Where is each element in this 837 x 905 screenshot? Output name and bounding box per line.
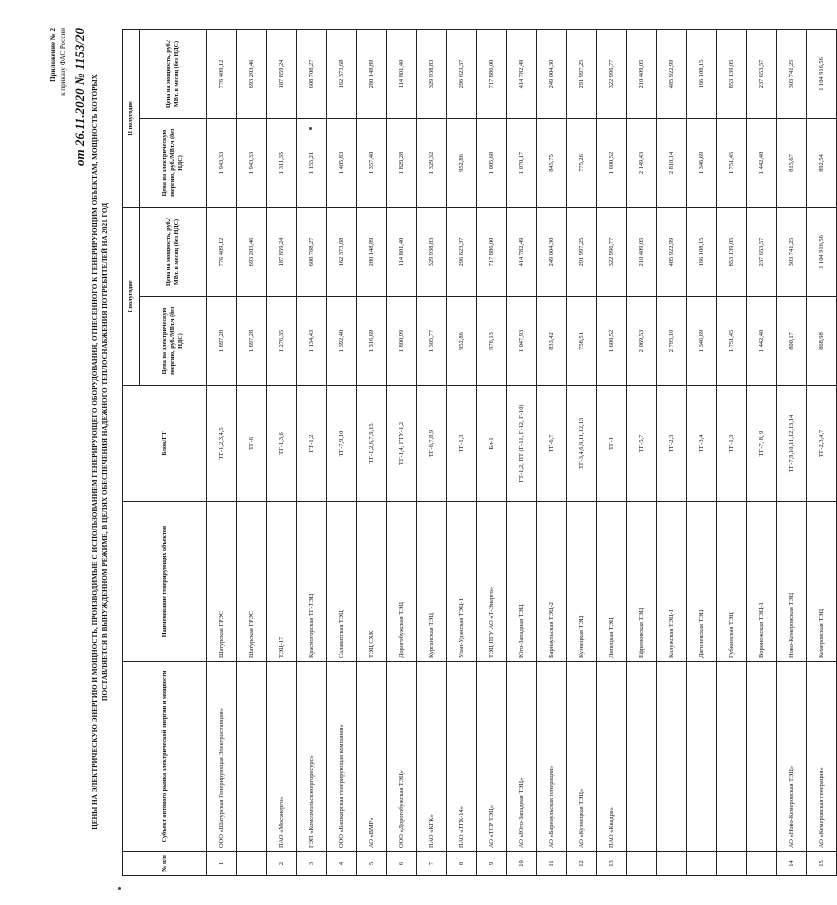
- row-energy-price-h1: 868,98: [807, 297, 837, 386]
- row-number: 7: [417, 852, 447, 876]
- row-capacity-price-h1: 853 139,05: [717, 207, 747, 296]
- table-row: [297, 29, 327, 875]
- row-object: Дорогобужская ТЭЦ: [387, 502, 417, 662]
- row-number: 12: [567, 852, 597, 876]
- row-energy-price-h2: 1 442,40: [747, 118, 777, 207]
- row-capacity-price-h2: 414 782,49: [507, 29, 537, 118]
- row-capacity-price-h1: 1 104 916,56: [807, 207, 837, 296]
- row-energy-price-h2: 1 751,45: [717, 118, 747, 207]
- price-table: [122, 29, 837, 876]
- row-energy-price-h2: 1 005,68: [477, 118, 507, 207]
- row-units: ТГ-6,7: [537, 386, 567, 502]
- row-energy-price-h2: 1 829,28: [387, 118, 417, 207]
- row-object: ТЭЦ СХК: [357, 502, 387, 662]
- table-row: [657, 29, 687, 875]
- row-number: [657, 852, 687, 876]
- row-units: ТГ-6: [237, 386, 267, 502]
- row-energy-price-h1: 1 316,69: [357, 297, 387, 386]
- row-capacity-price-h2: 166 108,15: [687, 29, 717, 118]
- row-energy-price-h2: 1 405,83: [327, 118, 357, 207]
- row-energy-price-h1: 1 442,40: [747, 297, 777, 386]
- row-capacity-price-h1: 291 997,25: [567, 207, 597, 296]
- row-energy-price-h1: 1 134,43: [297, 297, 327, 386]
- row-capacity-price-h1: 237 653,57: [747, 207, 777, 296]
- row-number: [627, 852, 657, 876]
- row-capacity-price-h2: 303 741,25: [777, 29, 807, 118]
- row-object: Улан-Удэнская ТЭЦ-1: [447, 502, 477, 662]
- row-object: Барнаульская ТЭЦ-2: [537, 502, 567, 662]
- row-capacity-price-h1: 776 409,12: [207, 207, 237, 296]
- row-subject: ООО «Шатурская Генерирующая Электростанция»: [207, 662, 237, 852]
- row-energy-price-h1: 1 600,52: [597, 297, 627, 386]
- table-row: [327, 29, 357, 875]
- row-energy-price-h1: 1 751,45: [717, 297, 747, 386]
- row-subject: АО «Ново-Кемеровская ТЭЦ»: [777, 662, 807, 852]
- row-energy-price-h2: 815,67: [777, 118, 807, 207]
- row-units: ТГ-1,2,6,7,9,15: [357, 386, 387, 502]
- row-energy-price-h1: 952,86: [447, 297, 477, 386]
- row-units: ТГ-1,3: [717, 386, 747, 502]
- row-number: 13: [597, 852, 627, 876]
- document-title: ЦЕНЫ НА ЭЛЕКТРИЧЕСКУЮ ЭНЕРГИЮ И МОЩНОСТЬ, ПРОИЗВОДИМЫЕ С ИСПОЛЬЗОВАНИЕМ ГЕНЕРИРУЮЩЕГО ОБОРУДОВАНИЯ, ОТНЕСЕННОГО К ГЕНЕРИРУЮЩИМ ОБЪЕКТАМ, МОЩНОСТЬ КОТОРЫХ ПОСТАВЛЯЕТСЯ В ВЫНУЖДЕННОМ РЕЖИМЕ, В ЦЕЛЯХ ОБЕСПЕЧЕНИЯ НАДЕЖНОГО ТЕПЛОСНАБЖЕНИЯ ПОТРЕБИТЕЛЕЙ НА 2021 ГОД: [91, 74, 109, 830]
- row-capacity-price-h2: 717 886,00: [477, 29, 507, 118]
- col-header-energy-price-h2: Цена на электрическую энергию, руб./МВт.ч (без НДС): [140, 118, 207, 207]
- row-energy-price-h2: 2 149,43: [627, 118, 657, 207]
- row-energy-price-h2: 892,54: [807, 118, 837, 207]
- row-number: 14: [777, 852, 807, 876]
- row-subject: АО «ТСР ТЭЦ»: [477, 662, 507, 852]
- row-energy-price-h1: 758,51: [567, 297, 597, 386]
- row-energy-price-h1: 976,13: [477, 297, 507, 386]
- row-energy-price-h1: 1 276,35: [267, 297, 297, 386]
- row-capacity-price-h2: 114 801,40: [387, 29, 417, 118]
- row-energy-price-h2: 2 810,14: [657, 118, 687, 207]
- col-header-half2: II полугодие: [123, 29, 140, 207]
- row-number: 9: [477, 852, 507, 876]
- row-capacity-price-h2: 162 373,68: [327, 29, 357, 118]
- row-capacity-price-h1: 329 938,83: [417, 207, 447, 296]
- row-subject: ПАО «Квадра»: [597, 662, 627, 852]
- row-units: ТГ-2,3,4,7: [807, 386, 837, 502]
- row-energy-price-h2: 1 943,33: [207, 118, 237, 207]
- table-row: [267, 29, 297, 875]
- row-object: Курганская ТЭЦ: [417, 502, 447, 662]
- row-object: Кузнецкая ТЭЦ: [567, 502, 597, 662]
- table-row: [777, 29, 807, 875]
- row-units: ТГ-5,7: [627, 386, 657, 502]
- row-object: Калужская ТЭЦ-1: [657, 502, 687, 662]
- row-number: [717, 852, 747, 876]
- row-subject: АО «Юго-Западная ТЭЦ»: [507, 662, 537, 852]
- row-capacity-price-h2: 693 203,46: [237, 29, 267, 118]
- row-units: ТГ-3,4,6,9,11,12,13: [567, 386, 597, 502]
- row-capacity-price-h1: 210 409,05: [627, 207, 657, 296]
- row-units: ТГ-3,4: [687, 386, 717, 502]
- row-number: 2: [267, 852, 297, 876]
- table-row: [417, 29, 447, 875]
- row-object: Шатурская ГРЭС: [237, 502, 267, 662]
- row-capacity-price-h1: 717 886,00: [477, 207, 507, 296]
- row-subject: [747, 662, 777, 852]
- row-object: ТЭЦ-17: [267, 502, 297, 662]
- appendix-block: [48, 28, 68, 96]
- row-subject: ПАО «КГК»: [417, 662, 447, 852]
- row-energy-price-h1: 1 305,77: [417, 297, 447, 386]
- table-row: [687, 29, 717, 875]
- row-object: Губкинская ТЭЦ: [717, 502, 747, 662]
- row-number: 15: [807, 852, 837, 876]
- col-header-capacity-price-h1: Цена на мощность, руб./МВт. в месяц (без НДС): [140, 207, 207, 296]
- row-object: Кемеровская ТЭЦ: [807, 502, 837, 662]
- row-energy-price-h1: 1 346,69: [687, 297, 717, 386]
- row-capacity-price-h1: 303 741,25: [777, 207, 807, 296]
- row-capacity-price-h1: 296 623,37: [447, 207, 477, 296]
- table-row: [537, 29, 567, 875]
- row-subject: ПАО «Мосэнерго»: [267, 662, 297, 852]
- order-reference: к приказу ФАС России: [59, 28, 67, 96]
- row-object: Воронежская ТЭЦ-1: [747, 502, 777, 662]
- row-units: Бл-1: [477, 386, 507, 502]
- row-subject: [237, 662, 267, 852]
- order-date: 26.11.2020: [72, 88, 87, 147]
- row-object: Юго-Западная ТЭЦ: [507, 502, 537, 662]
- row-energy-price-h2: 775,26: [567, 118, 597, 207]
- row-energy-price-h1: 2 795,10: [657, 297, 687, 386]
- row-object: ТЭЦ ПГУ АО «Т-Энерго»: [477, 502, 507, 662]
- row-capacity-price-h1: 162 373,68: [327, 207, 357, 296]
- table-row: [357, 29, 387, 875]
- row-capacity-price-h2: 322 996,77: [597, 29, 627, 118]
- row-units: ТГ-1,2,3,4,5: [207, 386, 237, 502]
- row-energy-price-h2: 845,75: [537, 118, 567, 207]
- order-date-number: от 26.11.2020 № 1153/20: [72, 28, 87, 166]
- row-energy-price-h1: 2 069,53: [627, 297, 657, 386]
- row-capacity-price-h1: 322 996,77: [597, 207, 627, 296]
- scan-speck: [118, 887, 121, 890]
- row-energy-price-h1: 1 392,40: [327, 297, 357, 386]
- table-row: [477, 29, 507, 875]
- row-object: Красногорская ТГ-ТЭЦ: [297, 502, 327, 662]
- row-capacity-price-h2: 329 938,83: [417, 29, 447, 118]
- row-energy-price-h2: 1 600,52: [597, 118, 627, 207]
- row-object: Ефремовская ТЭЦ: [627, 502, 657, 662]
- row-number: 5: [357, 852, 387, 876]
- appendix-label: Приложение № 2: [49, 28, 57, 82]
- row-capacity-price-h2: 210 409,05: [627, 29, 657, 118]
- row-energy-price-h1: 800,17: [777, 297, 807, 386]
- row-units: ГТ-1,2: [297, 386, 327, 502]
- row-capacity-price-h1: 114 801,40: [387, 207, 417, 296]
- row-object: Салаватская ТЭЦ: [327, 502, 357, 662]
- row-units: ТГ-7,9,10,11,12,13,14: [777, 386, 807, 502]
- row-subject: АО «Барнаульская генерация»: [537, 662, 567, 852]
- price-table-body: [207, 29, 837, 875]
- row-number: 3: [297, 852, 327, 876]
- rotated-document-page: [40, 22, 825, 882]
- row-capacity-price-h1: 166 108,15: [687, 207, 717, 296]
- row-subject: АО «Кузнецкая ТЭЦ»: [567, 662, 597, 852]
- row-energy-price-h1: 833,42: [537, 297, 567, 386]
- col-header-energy-price-h1: Цена на электрическую энергию, руб./МВт.ч (без НДС): [140, 297, 207, 386]
- row-number: 10: [507, 852, 537, 876]
- row-number: 6: [387, 852, 417, 876]
- row-energy-price-h2: 952,86: [447, 118, 477, 207]
- row-energy-price-h1: 1 800,99: [387, 297, 417, 386]
- row-units: ТГ-1,3: [447, 386, 477, 502]
- row-energy-price-h2: 1 155,21: [297, 118, 327, 207]
- table-row: [567, 29, 597, 875]
- row-units: ТГ-2,3: [657, 386, 687, 502]
- row-capacity-price-h1: 485 922,99: [657, 207, 687, 296]
- row-capacity-price-h2: 776 409,12: [207, 29, 237, 118]
- table-row: [597, 29, 627, 875]
- row-number: 8: [447, 852, 477, 876]
- row-capacity-price-h2: 296 623,37: [447, 29, 477, 118]
- table-row: [207, 29, 237, 875]
- col-header-num: № п/п: [123, 852, 207, 876]
- row-energy-price-h2: 1 329,32: [417, 118, 447, 207]
- row-units: ТГ-6,7,8,9: [417, 386, 447, 502]
- row-subject: [717, 662, 747, 852]
- row-capacity-price-h1: 414 782,49: [507, 207, 537, 296]
- row-units: ТГ-1,4, ГТУ-1,2: [387, 386, 417, 502]
- table-row: [387, 29, 417, 875]
- row-subject: [627, 662, 657, 852]
- row-number: [237, 852, 267, 876]
- row-object: Шатурская ГРЭС: [207, 502, 237, 662]
- row-energy-price-h2: 1 311,35: [267, 118, 297, 207]
- row-number: [687, 852, 717, 876]
- row-units: ТГ-7,9,10: [327, 386, 357, 502]
- row-subject: [657, 662, 687, 852]
- table-row: [627, 29, 657, 875]
- row-number: 4: [327, 852, 357, 876]
- row-subject: АО «ВМР»: [357, 662, 387, 852]
- row-subject: [687, 662, 717, 852]
- row-capacity-price-h2: 237 653,57: [747, 29, 777, 118]
- row-energy-price-h2: 1 070,17: [507, 118, 537, 207]
- col-header-subject: Субъект оптового рынка электрической энергии и мощности: [123, 662, 207, 852]
- col-header-object: Наименование генерирующих объектов: [123, 502, 207, 662]
- row-units: ГТ-1,2, ПТ (Г-11, Г-12, Г-10): [507, 386, 537, 502]
- row-capacity-price-h2: 485 922,99: [657, 29, 687, 118]
- row-capacity-price-h2: 608 708,27: [297, 29, 327, 118]
- row-capacity-price-h1: 187 859,24: [267, 207, 297, 296]
- row-capacity-price-h2: 280 148,89: [357, 29, 387, 118]
- row-capacity-price-h2: 187 859,24: [267, 29, 297, 118]
- row-capacity-price-h1: 693 203,46: [237, 207, 267, 296]
- col-header-half1: I полугодие: [123, 207, 140, 385]
- col-header-capacity-price-h2: Цена на мощность, руб./МВт. в месяц (без НДС): [140, 29, 207, 118]
- row-subject: ПАО «ТГК-14»: [447, 662, 477, 852]
- row-subject: ГЭП «Комсомольскэнергоресурс»: [297, 662, 327, 852]
- row-energy-price-h1: 1 897,28: [237, 297, 267, 386]
- row-object: Дягилевская ТЭЦ: [687, 502, 717, 662]
- row-capacity-price-h2: 1 104 916,56: [807, 29, 837, 118]
- row-energy-price-h2: 1 346,69: [687, 118, 717, 207]
- row-capacity-price-h1: 608 708,27: [297, 207, 327, 296]
- table-row: [807, 29, 837, 875]
- table-row: [237, 29, 267, 875]
- row-energy-price-h2: 1 943,33: [237, 118, 267, 207]
- col-header-units: Блок/ГТ: [123, 386, 207, 502]
- row-number: 1: [207, 852, 237, 876]
- row-capacity-price-h1: 249 004,30: [537, 207, 567, 296]
- row-object: Липецкая ТЭЦ: [597, 502, 627, 662]
- row-capacity-price-h2: 249 004,30: [537, 29, 567, 118]
- row-subject: ООО «Башкирская генерирующая компания»: [327, 662, 357, 852]
- order-number: 1153/20: [72, 28, 87, 70]
- table-row: [717, 29, 747, 875]
- table-row: [447, 29, 477, 875]
- row-units: ТГ-1: [597, 386, 627, 502]
- row-capacity-price-h2: 853 139,05: [717, 29, 747, 118]
- row-object: Ново-Кемеровская ТЭЦ: [777, 502, 807, 662]
- table-row: [507, 29, 537, 875]
- row-subject: ООО «Дорогобужская ТЭЦ»: [387, 662, 417, 852]
- row-subject: АО «Кемеровская генерация»: [807, 662, 837, 852]
- document-header: [40, 22, 90, 882]
- row-units: ТГ-1,3,6: [267, 386, 297, 502]
- row-number: 11: [537, 852, 567, 876]
- row-energy-price-h1: 1 047,93: [507, 297, 537, 386]
- row-energy-price-h2: 1 357,40: [357, 118, 387, 207]
- row-capacity-price-h1: 280 148,89: [357, 207, 387, 296]
- row-units: ТГ-7, 8, 9: [747, 386, 777, 502]
- row-capacity-price-h2: 291 997,25: [567, 29, 597, 118]
- table-row: [747, 29, 777, 875]
- row-number: [747, 852, 777, 876]
- row-energy-price-h1: 1 897,28: [207, 297, 237, 386]
